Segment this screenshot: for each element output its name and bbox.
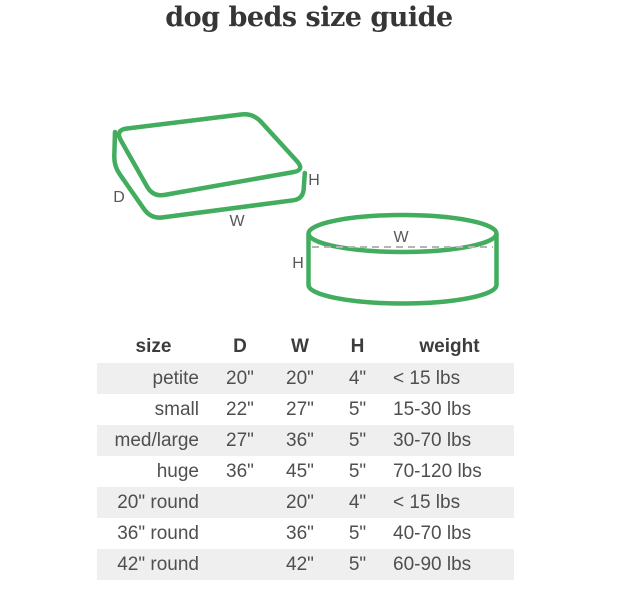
table-row [97, 518, 514, 549]
cell-size: huge [156, 460, 199, 482]
table-row [97, 549, 514, 580]
cell-width: 36" [286, 522, 314, 544]
cell-size: petite [152, 367, 199, 389]
header-height: H [350, 335, 365, 357]
cell-weight: 30-70 lbs [393, 429, 472, 451]
cell-size: 42" round [117, 553, 199, 575]
size-table-body [97, 363, 514, 580]
cell-height: 5" [348, 553, 367, 575]
cell-width: 36" [286, 429, 314, 451]
cell-height: 5" [348, 398, 367, 420]
cell-weight: 40-70 lbs [393, 522, 472, 544]
cell-height: 5" [348, 429, 367, 451]
size-table-header-row [97, 330, 514, 363]
size-table [97, 330, 514, 580]
cell-width: 45" [286, 460, 314, 482]
cell-weight: 15-30 lbs [393, 398, 472, 420]
cell-size: 36" round [117, 522, 199, 544]
table-row [97, 456, 514, 487]
cell-depth: 36" [226, 460, 254, 482]
cell-weight: 70-120 lbs [393, 460, 482, 482]
cell-depth: 27" [226, 429, 254, 451]
table-row [97, 363, 514, 394]
round-bed-width-label: W [393, 229, 409, 246]
round-bed-height-label: H [292, 255, 304, 272]
round-bed-drawing [292, 215, 496, 304]
header-width: W [291, 335, 309, 357]
header-weight: weight [419, 335, 480, 357]
rect-bed-top-face [119, 114, 300, 195]
cell-size: small [154, 398, 199, 420]
rect-bed-depth-label: D [113, 189, 125, 206]
header-size: size [135, 335, 172, 357]
cell-height: 4" [348, 491, 367, 513]
header-depth: D [233, 335, 247, 357]
cell-height: 5" [348, 460, 367, 482]
cell-height: 4" [348, 367, 367, 389]
cell-height: 5" [348, 522, 367, 544]
table-row [97, 487, 514, 518]
cell-width: 42" [286, 553, 314, 575]
cell-size: med/large [114, 429, 199, 451]
cell-weight: < 15 lbs [393, 367, 461, 389]
rect-bed-drawing [113, 114, 320, 230]
cell-weight: 60-90 lbs [393, 553, 472, 575]
cell-depth: 22" [226, 398, 254, 420]
cell-size: 20" round [117, 491, 199, 513]
rect-bed-height-label: H [308, 172, 320, 189]
rect-bed-width-label: W [229, 213, 245, 230]
cell-weight: < 15 lbs [393, 491, 461, 513]
page-title: dog beds size guide [165, 2, 453, 33]
cell-width: 27" [286, 398, 314, 420]
table-row [97, 394, 514, 425]
cell-width: 20" [286, 491, 314, 513]
table-row [97, 425, 514, 456]
cell-depth: 20" [226, 367, 254, 389]
cell-width: 20" [286, 367, 314, 389]
